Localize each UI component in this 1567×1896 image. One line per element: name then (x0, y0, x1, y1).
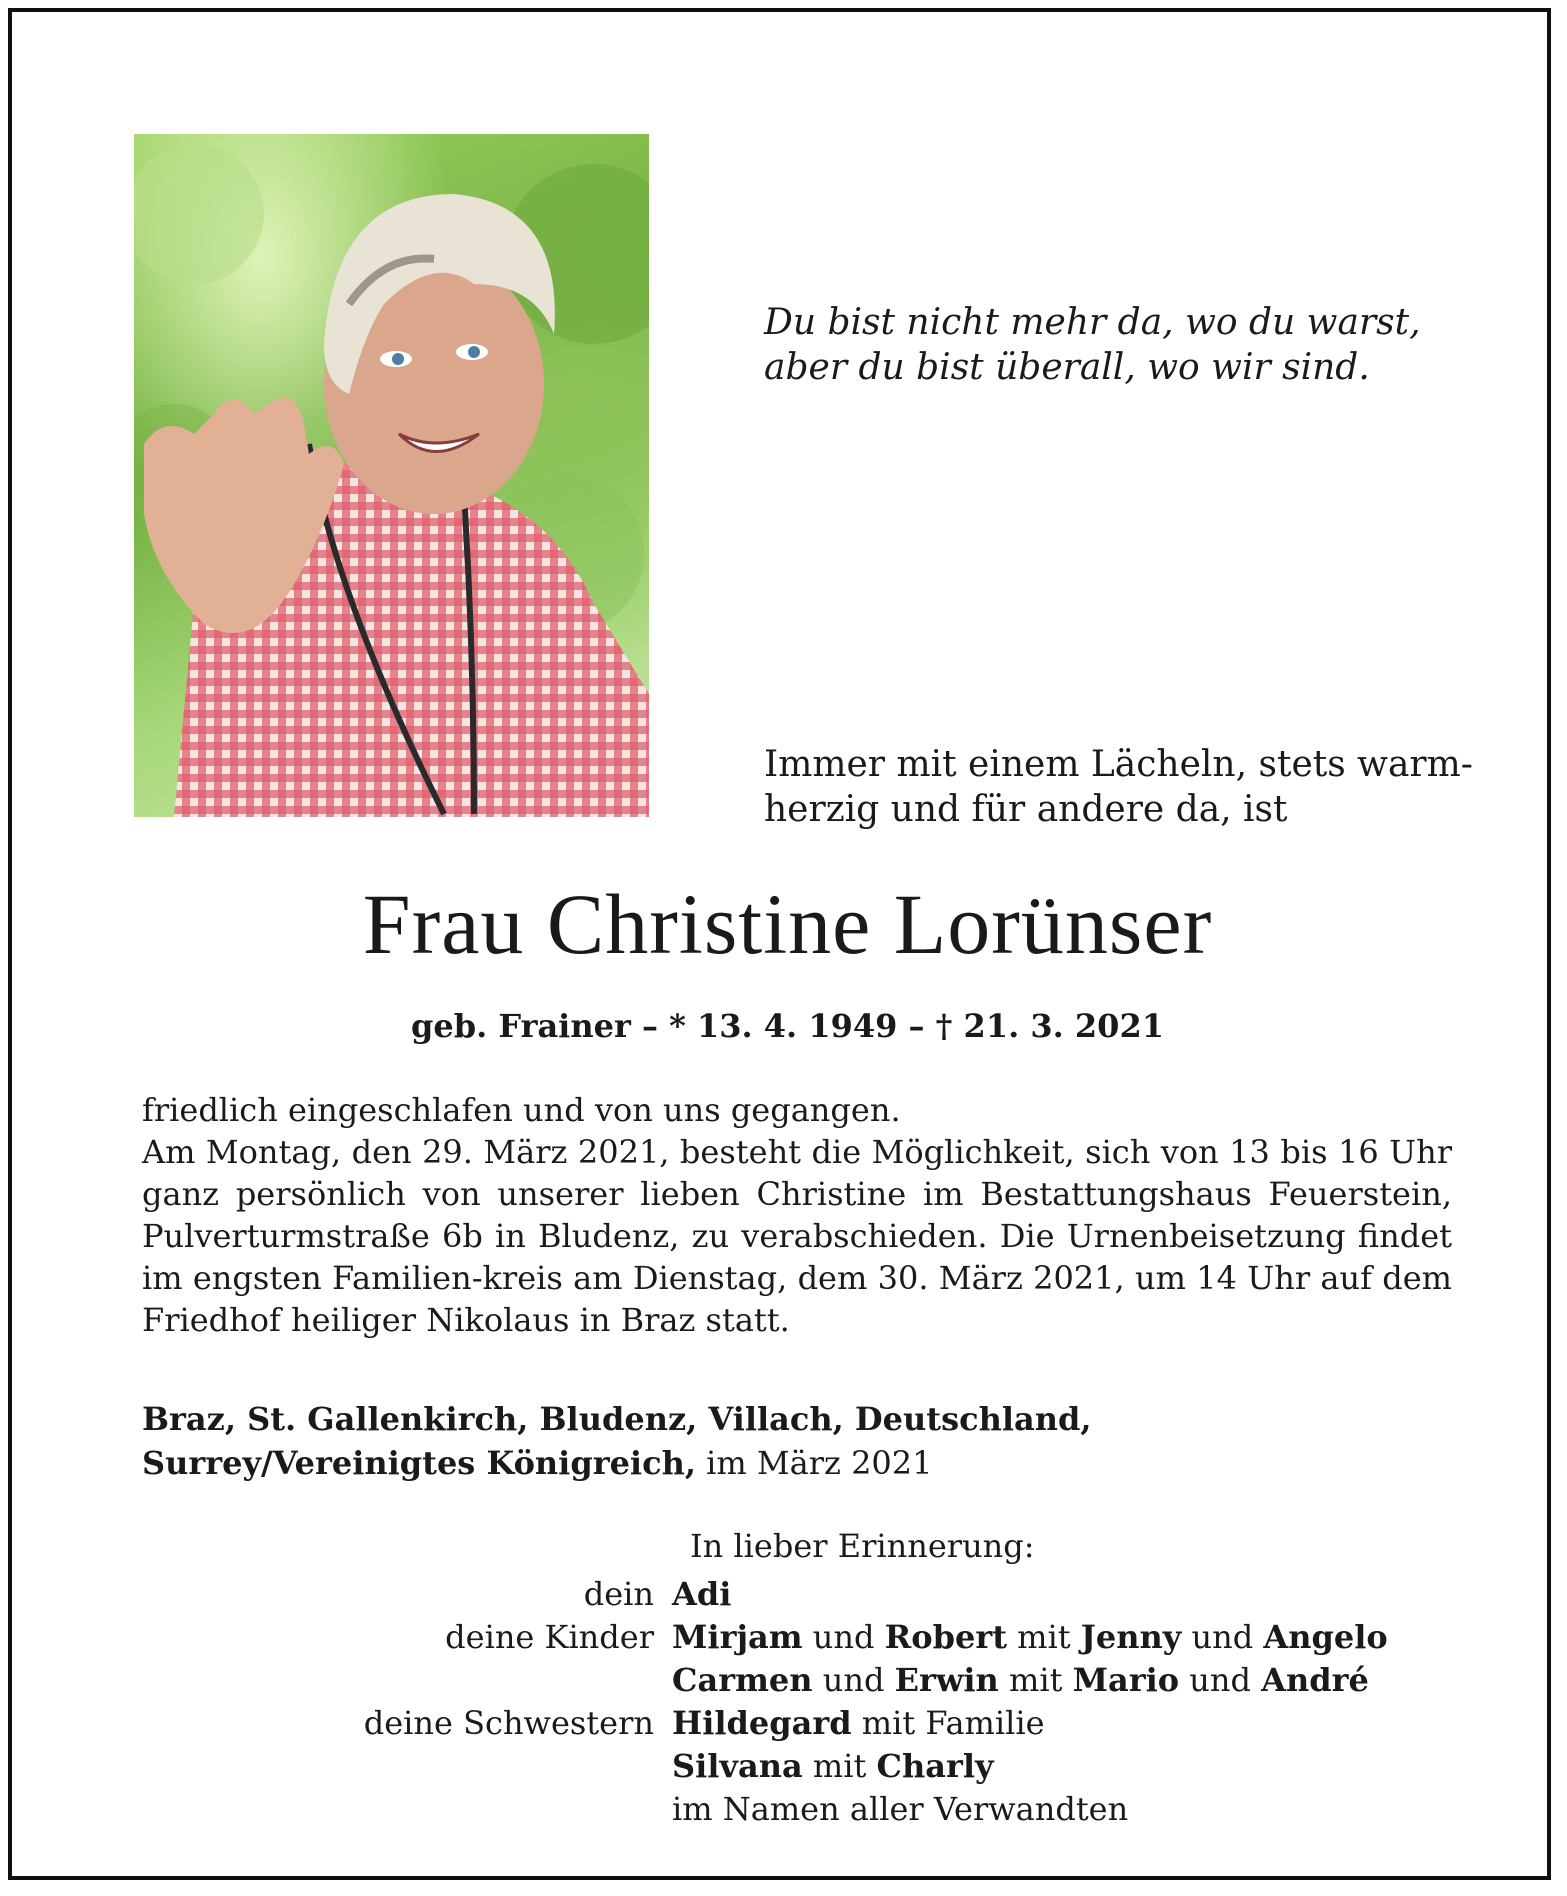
mourner-name: Charly (876, 1747, 994, 1785)
body-paragraph-2: Am Montag, den 29. März 2021, besteht die Möglichkeit, sich von 13 bis 16 Uhr ganz persönlich von unserer lieben Christine im Bestattungshaus Feuerstein, Pulverturmstraße 6b in Bludenz, zu verabschieden. Die Urnenbeisetzung findet im engsten Familien-kreis am Dienstag, dem 30. März 2021, um 14 Uhr auf dem Friedhof heiliger Nikolaus in Braz statt. (142, 1133, 1452, 1339)
places-bold-2: Surrey/Vereinigtes Königreich, (142, 1444, 696, 1482)
portrait-photo (134, 134, 649, 817)
mourner-connector: im Namen aller Verwandten (672, 1790, 1129, 1828)
mourner-relation: dein (583, 1575, 654, 1613)
mourner-row (142, 1788, 1462, 1831)
mourner-name: Hildegard (672, 1704, 852, 1742)
mourner-relation (142, 1659, 672, 1702)
quote-line-2: aber du bist überall, wo wir sind. (764, 347, 1370, 388)
mourner-name: Erwin (894, 1661, 999, 1699)
epitaph-quote (764, 300, 1421, 390)
mourner-row (142, 1659, 1462, 1702)
places-date: im März 2021 (695, 1444, 933, 1482)
mourner-relation: deine Kinder (445, 1618, 654, 1656)
mourner-connector: und (812, 1661, 895, 1699)
portrait-illustration (134, 134, 649, 817)
mourner-name: Mario (1072, 1661, 1180, 1699)
mourner-connector: und (802, 1618, 885, 1656)
mourner-name: Jenny (1080, 1618, 1182, 1656)
mourner-names (672, 1788, 1128, 1831)
mourner-connector: und (1179, 1661, 1262, 1699)
mourner-names (672, 1659, 1369, 1702)
mourner-name: Silvana (672, 1747, 803, 1785)
mourner-relation (142, 1788, 672, 1831)
mourner-row (142, 1573, 1462, 1616)
mourner-names (672, 1702, 1045, 1745)
mourner-row (142, 1616, 1462, 1659)
mourner-name: Adi (672, 1575, 732, 1613)
deceased-name: Frau Christine Lorünser (362, 876, 1213, 972)
mourners-list (142, 1573, 1462, 1831)
mourner-name: Carmen (672, 1661, 813, 1699)
mourner-row (142, 1702, 1462, 1745)
mourner-connector: mit (1006, 1618, 1081, 1656)
mourner-relation (142, 1745, 672, 1788)
places-bold-1: Braz, St. Gallenkirch, Bludenz, Villach, Deutschland, (142, 1400, 1092, 1438)
mourner-name: Robert (884, 1618, 1007, 1656)
mourner-name: Angelo (1263, 1618, 1388, 1656)
life-dates: geb. Frainer – * 13. 4. 1949 – † 21. 3. 2021 (411, 1007, 1164, 1045)
quote-line-1: Du bist nicht mehr da, wo du warst, (764, 302, 1421, 343)
mourner-name: André (1261, 1661, 1369, 1699)
places-line (142, 1397, 1092, 1485)
mourner-names (672, 1745, 994, 1788)
mourner-connector: mit (802, 1747, 877, 1785)
body-paragraph-1: friedlich eingeschlafen und von uns gegangen. (142, 1091, 901, 1129)
intro-text (764, 742, 1473, 832)
mourner-names (672, 1616, 1388, 1659)
notice-frame (8, 8, 1551, 1880)
mourner-names (672, 1573, 731, 1616)
mourner-name: Mirjam (672, 1618, 803, 1656)
mourner-relation: deine Schwestern (363, 1704, 654, 1742)
notice-body (142, 1089, 1452, 1341)
memory-heading: In lieber Erinnerung: (690, 1527, 1035, 1565)
mourner-row (142, 1745, 1462, 1788)
mourner-connector: mit Familie (851, 1704, 1045, 1742)
intro-line-1: Immer mit einem Lächeln, stets warm- (764, 744, 1473, 785)
mourner-connector: und (1181, 1618, 1264, 1656)
mourner-connector: mit (998, 1661, 1073, 1699)
intro-line-2: herzig und für andere da, ist (764, 789, 1288, 830)
